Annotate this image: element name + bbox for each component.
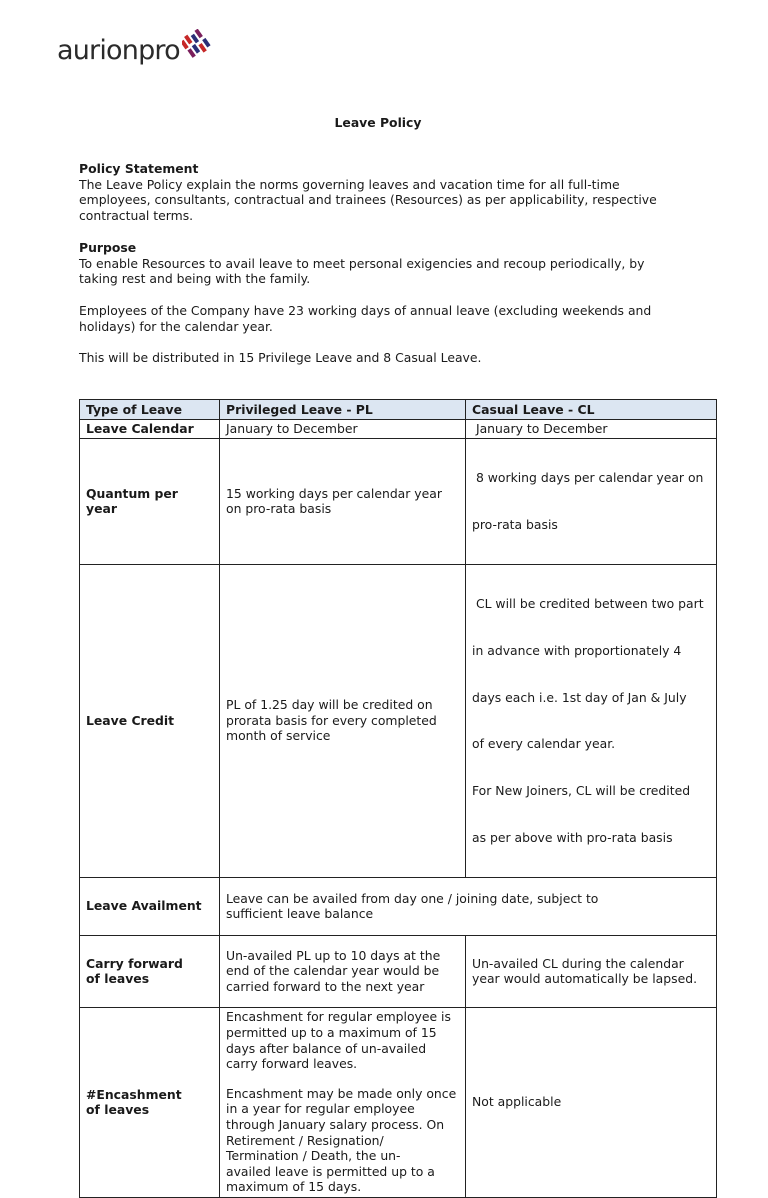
row-label-line: of leaves: [86, 1102, 150, 1118]
row-label-carry-forward: [80, 935, 220, 1007]
cell-line: Un-availed CL during the calendar: [472, 955, 684, 971]
purpose-section: [79, 240, 699, 287]
paragraph-gap: [226, 1072, 459, 1086]
cell-line: carry forward leaves.: [226, 1056, 358, 1072]
cell-line: end of the calendar year would be: [226, 963, 440, 979]
cell-line: Un-availed PL up to 10 days at the: [226, 947, 441, 963]
table-row-leave-calendar: [80, 420, 717, 439]
cell-line: For New Joiners, CL will be credited: [472, 783, 691, 799]
cell-line: 8 working days per calendar year on: [472, 470, 704, 486]
cell-line: pro-rata basis: [472, 516, 558, 532]
cell-line: in advance with proportionately 4: [472, 642, 682, 658]
table-row-leave-availment: [80, 877, 717, 935]
purpose-line: To enable Resources to avail leave to meet personal exigencies and recoup periodically, by: [79, 255, 645, 271]
table-row-encashment: [80, 1007, 717, 1197]
policy-statement-section: [79, 161, 699, 223]
row-label-leave-calendar: Leave Calendar: [80, 420, 220, 439]
pl-quantum: [220, 439, 466, 565]
cell-line: PL of 1.25 day will be credited on: [226, 697, 433, 713]
cell-line: Encashment for regular employee is: [226, 1009, 451, 1025]
annual-leave-line: Employees of the Company have 23 working days of annual leave (excluding weekends and: [79, 303, 652, 318]
row-label-encashment: [80, 1007, 220, 1197]
cell-line: prorata basis for every completed: [226, 712, 437, 728]
cl-leave-calendar: January to December: [466, 420, 717, 439]
header-type-of-leave: Type of Leave: [80, 400, 220, 420]
row-label-line: Carry forward: [86, 955, 183, 971]
cl-encashment: Not applicable: [466, 1007, 717, 1197]
leave-policy-table: [79, 399, 717, 1198]
table-row-quantum: [80, 439, 717, 565]
header-privileged-leave: Privileged Leave - PL: [220, 400, 466, 420]
cell-line: Leave can be availed from day one / joining date, subject to: [226, 890, 599, 906]
cell-line: of every calendar year.: [472, 736, 616, 752]
cell-line: carried forward to the next year: [226, 978, 425, 994]
page-title: Leave Policy: [334, 115, 422, 130]
header-casual-leave: Casual Leave - CL: [466, 400, 717, 420]
cell-line: days after balance of un-availed: [226, 1040, 427, 1056]
pl-encashment: [220, 1007, 466, 1197]
logo-mark-icon: [182, 29, 212, 61]
cell-line: Termination / Death, the un-: [226, 1148, 401, 1164]
cell-line: availed leave is permitted up to a: [226, 1163, 435, 1179]
cl-quantum: [466, 439, 717, 565]
cell-line: through January salary process. On: [226, 1116, 445, 1132]
pl-leave-calendar: January to December: [220, 420, 466, 439]
row-label-line: Quantum per: [86, 485, 178, 501]
row-label-leave-availment: Leave Availment: [80, 877, 220, 935]
cell-line: Encashment may be made only once: [226, 1085, 457, 1101]
annual-leave-line: holidays) for the calendar year.: [79, 318, 273, 334]
annual-leave-paragraph: [79, 303, 699, 334]
logo-wordmark: aurionpro: [57, 35, 180, 66]
policy-statement-line: The Leave Policy explain the norms governing leaves and vacation time for all full-time: [79, 176, 620, 192]
table-row-carry-forward: [80, 935, 717, 1007]
row-label-quantum: [80, 439, 220, 565]
purpose-line: taking rest and being with the family.: [79, 271, 311, 287]
cl-carry-forward: [466, 935, 717, 1007]
policy-statement-heading: Policy Statement: [79, 161, 199, 176]
cell-line: Retirement / Resignation/: [226, 1132, 384, 1148]
cell-line: month of service: [226, 728, 331, 744]
cl-leave-credit: [466, 564, 717, 877]
row-label-line: year: [86, 501, 117, 517]
cell-line: sufficient leave balance: [226, 906, 374, 922]
company-logo: [57, 30, 212, 72]
table-row-leave-credit: [80, 564, 717, 877]
cell-line: in a year for regular employee: [226, 1101, 415, 1117]
cell-line: on pro-rata basis: [226, 501, 332, 517]
purpose-heading: Purpose: [79, 240, 137, 255]
row-label-line: #Encashment: [86, 1086, 182, 1102]
table-header-row: [80, 400, 717, 420]
pl-carry-forward: [220, 935, 466, 1007]
policy-statement-line: employees, consultants, contractual and trainees (Resources) as per applicability, respective: [79, 192, 657, 208]
cell-line: as per above with pro-rata basis: [472, 829, 673, 845]
availment-text: [220, 877, 717, 935]
distribution-paragraph: This will be distributed in 15 Privilege Leave and 8 Casual Leave.: [79, 350, 482, 365]
pl-leave-credit: [220, 564, 466, 877]
cell-line: CL will be credited between two part: [472, 595, 704, 611]
cell-line: permitted up to a maximum of 15: [226, 1024, 437, 1040]
row-label-leave-credit: Leave Credit: [80, 564, 220, 877]
cell-line: 15 working days per calendar year: [226, 485, 442, 501]
cell-line: days each i.e. 1st day of Jan & July: [472, 689, 687, 705]
row-label-line: of leaves: [86, 971, 150, 987]
policy-statement-line: contractual terms.: [79, 207, 194, 223]
cell-line: year would automatically be lapsed.: [472, 971, 698, 987]
cell-line: maximum of 15 days.: [226, 1179, 362, 1195]
